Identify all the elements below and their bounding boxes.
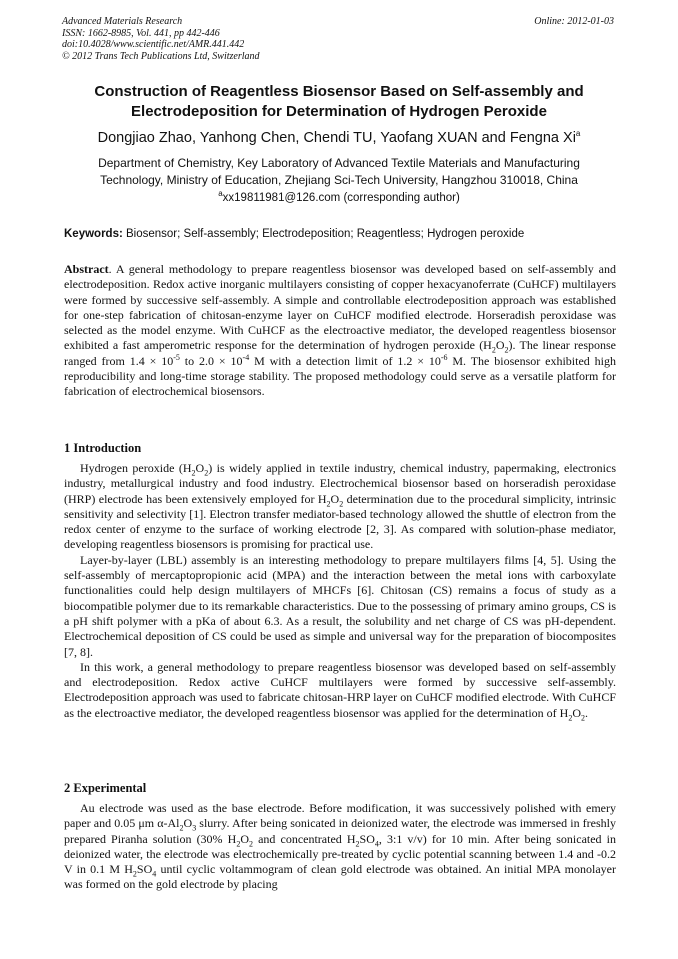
affiliation	[40, 155, 638, 188]
author-superscript: a	[575, 129, 581, 139]
introduction-body	[64, 461, 616, 721]
abstract-block	[64, 262, 616, 400]
email-text: xx19811981@126.com (corresponding author)	[222, 192, 460, 204]
journal-header	[62, 16, 614, 62]
abstract-paragraph: Abstract. A general methodology to prepare reagentless biosensor was developed based on self-assembly and electrodeposition. Redox active inorganic multilayers consisting of copper hexacyanoferrate (CuHCF) multilayers were formed by successive self-assembly. A simple and controllable electrodeposition approach was established for one-step fabrication of chitosan-enzyme layer on CuHCF modified electrode. Horseradish peroxidase was selected as the model enzyme. With CuHCF as the electroactive mediator, the developed reagentless biosensor exhibited a fast amperometric response for the determination of hydrogen peroxide $(H_2O_2)$. The linear response ranged from $1.4 \times 10^{-5}$ to $2.0 \times 10^{-4}$ M with a detection limit of $1.2 \times 10^{-6}$ M. The biosensor exhibited high reproducibility and long-time storage stability. The proposed methodology could serve as a versatile platform for fabrication of electrochemical biosensors.	[64, 262, 616, 399]
experimental-body	[64, 801, 616, 893]
title-line-2: Electrodeposition for Determination of Hydrogen Peroxide	[131, 103, 547, 120]
intro-paragraph-1: Hydrogen peroxide $(H_2O_2)$ is widely applied in textile industry, chemical industry, papermaking, electronics industry, metallurgical industry and food industry. Electrochemical biosensor based on horseradish peroxidase (HRP) electrode has been extensively employed for $H_2O_2$ determination due to the procedural simplicity, intrinsic sensitivity and selectivity [1]. Electron transfer mediator-based technology allowed the shuttle of electron from the redox center of enzyme to the surface of working electrode [2, 3]. As compared with solution-phase mediator, developing reagentless biosensors is promising for practical use.	[64, 461, 616, 552]
title-line-1: Construction of Reagentless Biosensor Based on Self-assembly and	[94, 83, 584, 100]
paper-title	[40, 82, 638, 122]
intro-paragraph-2: Layer-by-layer (LBL) assembly is an interesting methodology to prepare multilayers films [4, 5]. Using the self-assembly of mercaptopropionic acid (MPA) and the interaction between the metal ions with carboxylate functionalities could help design multilayers of MHCFs [6]. Chitosan (CS) remains a focus of study as a biocompatible polymer due to its remarkable characteristics. Due to the possessing of primary amino groups, CS is a pH shift polymer with a pKa of about 6.3. As a result, the solubility and net charge of CS was pH-dependent. Electrochemical deposition of CS could be used as simple and universal way for the preparation of biocomposites [7, 8].	[64, 552, 616, 659]
author-list	[30, 128, 648, 148]
section-heading-experimental: 2 Experimental	[64, 781, 147, 795]
email-superscript: a	[218, 189, 223, 199]
affiliation-line-2: Technology, Ministry of Education, Zhejiang Sci-Tech University, Hangzhou 310018, China	[100, 172, 578, 187]
journal-name: Advanced Materials Research	[62, 16, 183, 27]
abstract-label: Abstract	[64, 262, 109, 276]
intro-paragraph-3: In this work, a general methodology to prepare reagentless biosensor was developed based on self-assembly and electrodeposition. Redox active CuHCF multilayers were formed by successive self-assembly. Electrodeposition approach was used to fabricate chitosan-HRP layer on CuHCF modified electrode. With CuHCF as the electroactive mediator, the developed reagentless biosensor was applied for the determination of $H_2O_2$.	[64, 659, 616, 723]
authors-text: Dongjiao Zhao, Yanhong Chen, Chendi TU, Yaofang XUAN and Fengna Xi	[97, 130, 576, 146]
affiliation-line-1: Department of Chemistry, Key Laboratory of Advanced Textile Materials and Manufacturing	[98, 156, 580, 170]
keywords-label: Keywords:	[64, 228, 123, 240]
corresponding-email	[40, 190, 638, 206]
copyright-line: © 2012 Trans Tech Publications Ltd, Switzerland	[62, 50, 260, 62]
keywords-line	[64, 226, 616, 242]
keywords-text: Biosensor; Self-assembly; Electrodeposition; Reagentless; Hydrogen peroxide	[126, 228, 525, 240]
experimental-paragraph: Au electrode was used as the base electrode. Before modification, it was successively polished with emery paper and 0.05 μm $\alpha-Al_2O_3$ slurry. After being sonicated in deionized water, the electrode was immersed in freshly prepared Piranha solution (30% $H_2O_2$ and concentrated $H_2SO_4$, 3:1 v/v) for 10 min. After being sonicated in deionized water, the electrode was electrochemically pre-treated by cyclic potential scanning between 1.4 and -0.2 V in 0.1 M $H_2SO_4$ until cyclic voltammogram of clean gold electrode was obtained. An initial MPA monolayer was formed on the gold electrode by placing	[64, 801, 617, 892]
section-heading-introduction: 1 Introduction	[64, 441, 142, 455]
online-date: Online: 2012-01-03	[534, 16, 614, 27]
doi-line: doi:10.4028/www.scientific.net/AMR.441.442	[62, 39, 245, 51]
issn-line: ISSN: 1662-8985, Vol. 441, pp 442-446	[62, 27, 220, 39]
